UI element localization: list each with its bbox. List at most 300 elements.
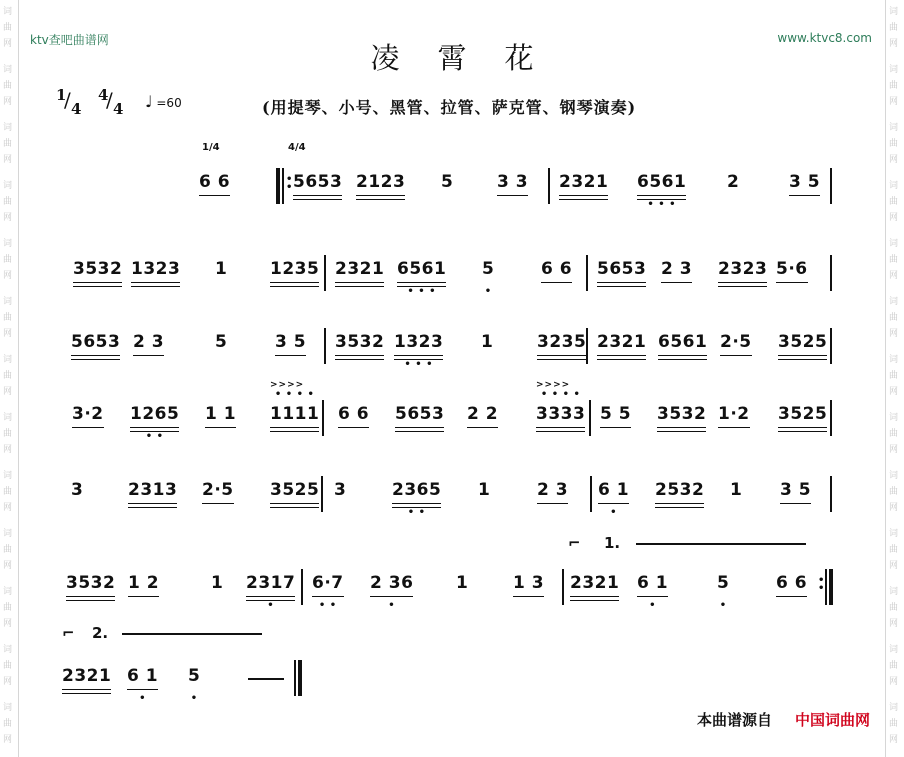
watermark-char: 词 xyxy=(3,413,13,423)
octave-dots: • • xyxy=(145,431,164,442)
extension-dash xyxy=(248,678,284,680)
note-group xyxy=(597,259,646,279)
note-group xyxy=(661,259,692,279)
note-group xyxy=(559,172,608,192)
barline xyxy=(830,476,832,512)
watermark-char: 词 xyxy=(3,355,13,365)
underline xyxy=(536,431,585,433)
watermark-char: 词 xyxy=(3,529,13,539)
underline xyxy=(293,199,342,201)
note-text: 2·5 xyxy=(202,480,234,500)
mini-meter-2: 4/4 xyxy=(288,142,306,153)
underline xyxy=(133,355,164,357)
mini-meter-1: 1/4 xyxy=(202,142,220,153)
watermark-char: 词 xyxy=(3,471,13,481)
underline xyxy=(395,431,444,433)
underline xyxy=(62,693,111,695)
note-text: 6 6 xyxy=(338,404,370,424)
note-group xyxy=(637,172,687,210)
note-text: 1 xyxy=(481,332,494,352)
underline xyxy=(570,596,619,598)
note-text: 1323 xyxy=(394,332,444,352)
note-text: 1265 xyxy=(130,404,180,424)
underline xyxy=(335,286,384,288)
watermark-char: 网 xyxy=(3,503,13,513)
note-group xyxy=(130,404,180,442)
note-text: 2321 xyxy=(559,172,609,192)
note-group xyxy=(293,172,342,192)
note-text: 5 5 xyxy=(600,404,632,424)
source-label: 本曲谱源自 xyxy=(696,711,772,729)
octave-dots: • • • xyxy=(407,286,436,297)
underline xyxy=(293,195,342,197)
note-text: 5653 xyxy=(395,404,445,424)
note-group xyxy=(658,332,707,352)
watermark-char: 词 xyxy=(3,123,13,133)
note-text: 6 1 xyxy=(598,480,630,500)
note-text: 2 3 xyxy=(133,332,165,352)
note-text: 3·2 xyxy=(72,404,104,424)
note-group xyxy=(275,332,306,352)
note-group xyxy=(598,480,630,518)
watermark-char: 网 xyxy=(889,735,899,745)
note-text: 6·7 xyxy=(312,573,344,593)
barline xyxy=(301,569,303,605)
note-text: 3525 xyxy=(778,332,828,352)
underline xyxy=(513,596,544,598)
octave-dots: • xyxy=(719,600,727,611)
note-group xyxy=(270,380,320,424)
note-text: 1323 xyxy=(131,259,181,279)
underline xyxy=(131,286,180,288)
underline xyxy=(537,503,568,505)
watermark-char: 词 xyxy=(3,645,13,655)
note-text: 2321 xyxy=(62,666,112,686)
underline xyxy=(559,199,608,201)
note-group xyxy=(128,573,159,593)
source-site-link[interactable]: 中国词曲网 xyxy=(794,711,870,729)
watermark-char: 网 xyxy=(3,445,13,455)
underline xyxy=(128,503,177,505)
underline xyxy=(370,596,413,598)
note-text: 1 2 xyxy=(128,573,160,593)
note-group xyxy=(211,573,223,593)
note-group xyxy=(202,480,234,500)
underline xyxy=(776,596,807,598)
barline xyxy=(562,569,564,605)
note-text: 6561 xyxy=(397,259,447,279)
underline xyxy=(720,355,752,357)
barline xyxy=(322,400,324,436)
note-text: 1 xyxy=(730,480,743,500)
underline xyxy=(776,282,808,284)
barline xyxy=(282,168,284,204)
watermark-char: 词 xyxy=(3,703,13,713)
meter-second xyxy=(98,86,128,126)
watermark-char: 词 xyxy=(3,181,13,191)
underline xyxy=(497,195,528,197)
final-thin-bar xyxy=(294,660,296,696)
underline xyxy=(71,359,120,361)
note-text: 2321 xyxy=(597,332,647,352)
note-group xyxy=(730,480,742,500)
note-text: 3532 xyxy=(657,404,707,424)
watermark-char: 网 xyxy=(889,445,899,455)
underline xyxy=(780,503,811,505)
meter-first-bottom: 4 xyxy=(71,100,82,118)
note-text: 3 3 xyxy=(497,172,529,192)
watermark-divider-right xyxy=(885,0,886,757)
quarter-note-icon: ♩ xyxy=(145,92,153,111)
watermark-char: 曲 xyxy=(3,371,13,381)
watermark-char: 网 xyxy=(889,503,899,513)
note-text: 1·2 xyxy=(718,404,750,424)
note-group xyxy=(215,332,227,352)
underline xyxy=(131,282,180,284)
watermark-site-right: www.ktvc8.com xyxy=(777,31,872,45)
underline xyxy=(778,431,827,433)
note-text: 5 xyxy=(482,259,495,279)
octave-dots: • xyxy=(190,693,198,704)
underline xyxy=(127,689,158,691)
underline xyxy=(128,507,177,509)
octave-dots: • xyxy=(610,507,617,518)
note-text: 5653 xyxy=(597,259,647,279)
volta-second-line xyxy=(122,633,262,635)
note-text: 5 xyxy=(188,666,201,686)
note-text: 1 1 xyxy=(205,404,237,424)
note-group xyxy=(467,404,498,424)
barline xyxy=(321,476,323,512)
note-group xyxy=(600,404,631,424)
underline xyxy=(72,427,104,429)
watermark-char: 网 xyxy=(3,329,13,339)
underline xyxy=(199,195,230,197)
watermark-char: 曲 xyxy=(3,603,13,613)
underline xyxy=(335,282,384,284)
note-text: 3 xyxy=(334,480,347,500)
watermark-char: 曲 xyxy=(889,429,899,439)
underline xyxy=(270,503,319,505)
octave-dots: • xyxy=(484,286,492,297)
barline xyxy=(590,476,592,512)
note-text: 2532 xyxy=(655,480,705,500)
watermark-char: 网 xyxy=(889,329,899,339)
underline xyxy=(66,600,115,602)
repeat-end-dots: • • xyxy=(818,575,825,594)
note-group xyxy=(481,332,493,352)
underline xyxy=(73,282,122,284)
meter-first-slash: / xyxy=(64,88,71,112)
note-text: 2 3 xyxy=(661,259,693,279)
underline xyxy=(718,286,767,288)
watermark-char: 词 xyxy=(889,123,899,133)
watermark-char: 词 xyxy=(889,239,899,249)
underline xyxy=(335,359,384,361)
note-group xyxy=(127,666,159,704)
note-group xyxy=(537,332,586,352)
note-text: 6 1 xyxy=(637,573,669,593)
underline xyxy=(335,355,384,357)
note-group xyxy=(62,666,111,686)
note-group xyxy=(441,172,453,192)
note-group xyxy=(356,172,405,192)
meter-first xyxy=(56,86,86,126)
watermark-char: 曲 xyxy=(889,81,899,91)
note-group xyxy=(397,259,447,297)
note-group xyxy=(128,480,177,500)
note-group xyxy=(71,480,83,500)
note-group xyxy=(205,404,236,424)
watermark-char: 网 xyxy=(3,39,13,49)
underline xyxy=(598,503,629,505)
watermark-site-left: ktv查吧曲谱网 xyxy=(30,33,109,47)
watermark-char: 词 xyxy=(889,471,899,481)
underline xyxy=(536,427,585,429)
watermark-char: 曲 xyxy=(889,603,899,613)
barline xyxy=(324,328,326,364)
note-group xyxy=(541,259,572,279)
watermark-char: 曲 xyxy=(3,719,13,729)
octave-dots: • • • • xyxy=(274,389,315,400)
repeat-start-thick-bar xyxy=(276,168,280,204)
note-text: 3 5 xyxy=(789,172,821,192)
underline xyxy=(718,282,767,284)
watermark-char: 曲 xyxy=(3,255,13,265)
note-group xyxy=(188,666,201,704)
meter-first-top: 1 xyxy=(56,86,67,104)
underline xyxy=(537,359,586,361)
underline xyxy=(597,286,646,288)
note-group xyxy=(789,172,820,192)
watermark-char: 网 xyxy=(3,97,13,107)
note-group xyxy=(513,573,544,593)
note-group xyxy=(657,404,706,424)
instrument-list: (用提琴、小号、黑管、拉管、萨克管、钢琴演奏) xyxy=(262,98,637,117)
note-group xyxy=(66,573,115,593)
underline xyxy=(395,427,444,429)
note-text: 3 5 xyxy=(780,480,812,500)
note-text: 3 5 xyxy=(275,332,307,352)
note-group xyxy=(456,573,468,593)
note-group xyxy=(133,332,164,352)
note-text: 3525 xyxy=(778,404,828,424)
note-group xyxy=(335,332,384,352)
underline xyxy=(356,199,405,201)
note-group xyxy=(776,573,807,593)
accent-marks: >>>> xyxy=(536,380,571,390)
underline xyxy=(658,359,707,361)
watermark-char: 词 xyxy=(889,7,899,17)
note-text: 6 6 xyxy=(199,172,231,192)
note-group xyxy=(335,259,384,279)
underline xyxy=(655,507,704,509)
note-text: 3532 xyxy=(73,259,123,279)
note-group xyxy=(370,573,414,611)
underline xyxy=(128,596,159,598)
note-text: 6 1 xyxy=(127,666,159,686)
underline xyxy=(397,282,446,284)
tempo-mark xyxy=(145,92,182,111)
note-text: 5653 xyxy=(293,172,343,192)
octave-dots: • • • xyxy=(404,359,433,370)
note-text: 2 36 xyxy=(370,573,414,593)
note-group xyxy=(720,332,752,352)
watermark-char: 词 xyxy=(3,7,13,17)
octave-dots: • • xyxy=(407,507,426,518)
volta-second-bracket: ⌐ xyxy=(62,624,75,642)
note-text: 1235 xyxy=(270,259,320,279)
volta-second-label: 2. xyxy=(92,624,109,642)
underline xyxy=(657,427,706,429)
volta-first-bracket: ⌐ xyxy=(568,534,581,552)
underline xyxy=(71,355,120,357)
note-group xyxy=(71,332,120,352)
underline xyxy=(778,427,827,429)
underline xyxy=(270,427,319,429)
repeat-end-thick-bar xyxy=(829,569,833,605)
note-text: 3333 xyxy=(536,404,586,424)
note-text: 6561 xyxy=(637,172,687,192)
watermark-char: 曲 xyxy=(3,429,13,439)
note-text: 2321 xyxy=(570,573,620,593)
note-group xyxy=(338,404,369,424)
note-group xyxy=(537,480,568,500)
note-text: 2·5 xyxy=(720,332,752,352)
watermark-strip-right xyxy=(886,0,904,757)
octave-dots: • • • • xyxy=(540,389,581,400)
note-text: 3 xyxy=(71,480,84,500)
note-group xyxy=(270,480,319,500)
underline xyxy=(541,282,572,284)
note-text: 5 xyxy=(717,573,730,593)
note-group xyxy=(395,404,444,424)
meter-second-bottom: 4 xyxy=(113,100,124,118)
watermark-char: 曲 xyxy=(889,487,899,497)
barline xyxy=(830,168,832,204)
watermark-strip-left xyxy=(0,0,18,757)
note-group xyxy=(72,404,104,424)
underline xyxy=(655,503,704,505)
barline xyxy=(830,255,832,291)
underline xyxy=(718,427,750,429)
underline xyxy=(202,503,234,505)
note-group xyxy=(718,404,750,424)
note-text: 3235 xyxy=(537,332,587,352)
underline xyxy=(778,359,827,361)
underline xyxy=(597,359,646,361)
watermark-char: 词 xyxy=(889,529,899,539)
watermark-char: 词 xyxy=(889,703,899,713)
octave-dots: • xyxy=(139,693,146,704)
underline xyxy=(338,427,369,429)
underline xyxy=(130,427,179,429)
note-group xyxy=(778,332,827,352)
watermark-char: 网 xyxy=(3,619,13,629)
watermark-char: 网 xyxy=(3,561,13,571)
note-text: 5653 xyxy=(71,332,121,352)
octave-dots: • • • xyxy=(647,199,676,210)
octave-dots: • xyxy=(649,600,656,611)
watermark-char: 曲 xyxy=(3,81,13,91)
underline xyxy=(778,355,827,357)
note-text: 2 3 xyxy=(537,480,569,500)
watermark-char: 曲 xyxy=(889,255,899,265)
watermark-char: 网 xyxy=(3,213,13,223)
note-text: 1 xyxy=(215,259,228,279)
watermark-char: 曲 xyxy=(3,545,13,555)
watermark-char: 曲 xyxy=(889,197,899,207)
underline xyxy=(73,286,122,288)
note-group xyxy=(270,259,319,279)
note-text: 2 xyxy=(727,172,740,192)
watermark-char: 网 xyxy=(889,561,899,571)
watermark-char: 曲 xyxy=(889,23,899,33)
octave-dots: • xyxy=(267,600,275,611)
barline xyxy=(586,328,588,364)
note-text: 1 xyxy=(478,480,491,500)
note-group xyxy=(312,573,344,611)
note-text: 5·6 xyxy=(776,259,808,279)
note-text: 1 3 xyxy=(513,573,545,593)
underline xyxy=(270,286,319,288)
note-group xyxy=(246,573,296,611)
watermark-char: 网 xyxy=(889,619,899,629)
note-group xyxy=(497,172,528,192)
note-text: 3532 xyxy=(66,573,116,593)
watermark-char: 网 xyxy=(889,387,899,397)
note-group xyxy=(73,259,122,279)
watermark-char: 词 xyxy=(3,587,13,597)
note-group xyxy=(199,172,230,192)
note-text: 3525 xyxy=(270,480,320,500)
watermark-char: 网 xyxy=(889,677,899,687)
note-group xyxy=(597,332,646,352)
watermark-char: 网 xyxy=(3,271,13,281)
underline xyxy=(275,355,306,357)
watermark-char: 网 xyxy=(3,155,13,165)
note-group xyxy=(392,480,442,518)
watermark-char: 曲 xyxy=(3,23,13,33)
underline xyxy=(270,431,319,433)
final-thick-bar xyxy=(298,660,302,696)
underline xyxy=(394,355,443,357)
volta-first-line xyxy=(636,543,806,545)
note-text: 2123 xyxy=(356,172,406,192)
watermark-char: 网 xyxy=(889,97,899,107)
underline xyxy=(270,507,319,509)
watermark-char: 曲 xyxy=(3,661,13,671)
note-text: 2321 xyxy=(335,259,385,279)
underline xyxy=(205,427,236,429)
watermark-char: 词 xyxy=(889,587,899,597)
note-group xyxy=(637,573,669,611)
watermark-char: 词 xyxy=(889,645,899,655)
note-group xyxy=(536,380,586,424)
watermark-char: 曲 xyxy=(889,661,899,671)
repeat-start-dots: • • xyxy=(286,174,293,193)
note-text: 6561 xyxy=(658,332,708,352)
watermark-char: 网 xyxy=(3,677,13,687)
note-group xyxy=(717,573,730,611)
barline xyxy=(830,400,832,436)
note-group xyxy=(780,480,811,500)
octave-dots: • • xyxy=(318,600,337,611)
note-text: 2323 xyxy=(718,259,768,279)
note-text: 5 xyxy=(441,172,454,192)
watermark-char: 曲 xyxy=(889,719,899,729)
watermark-char: 曲 xyxy=(889,371,899,381)
